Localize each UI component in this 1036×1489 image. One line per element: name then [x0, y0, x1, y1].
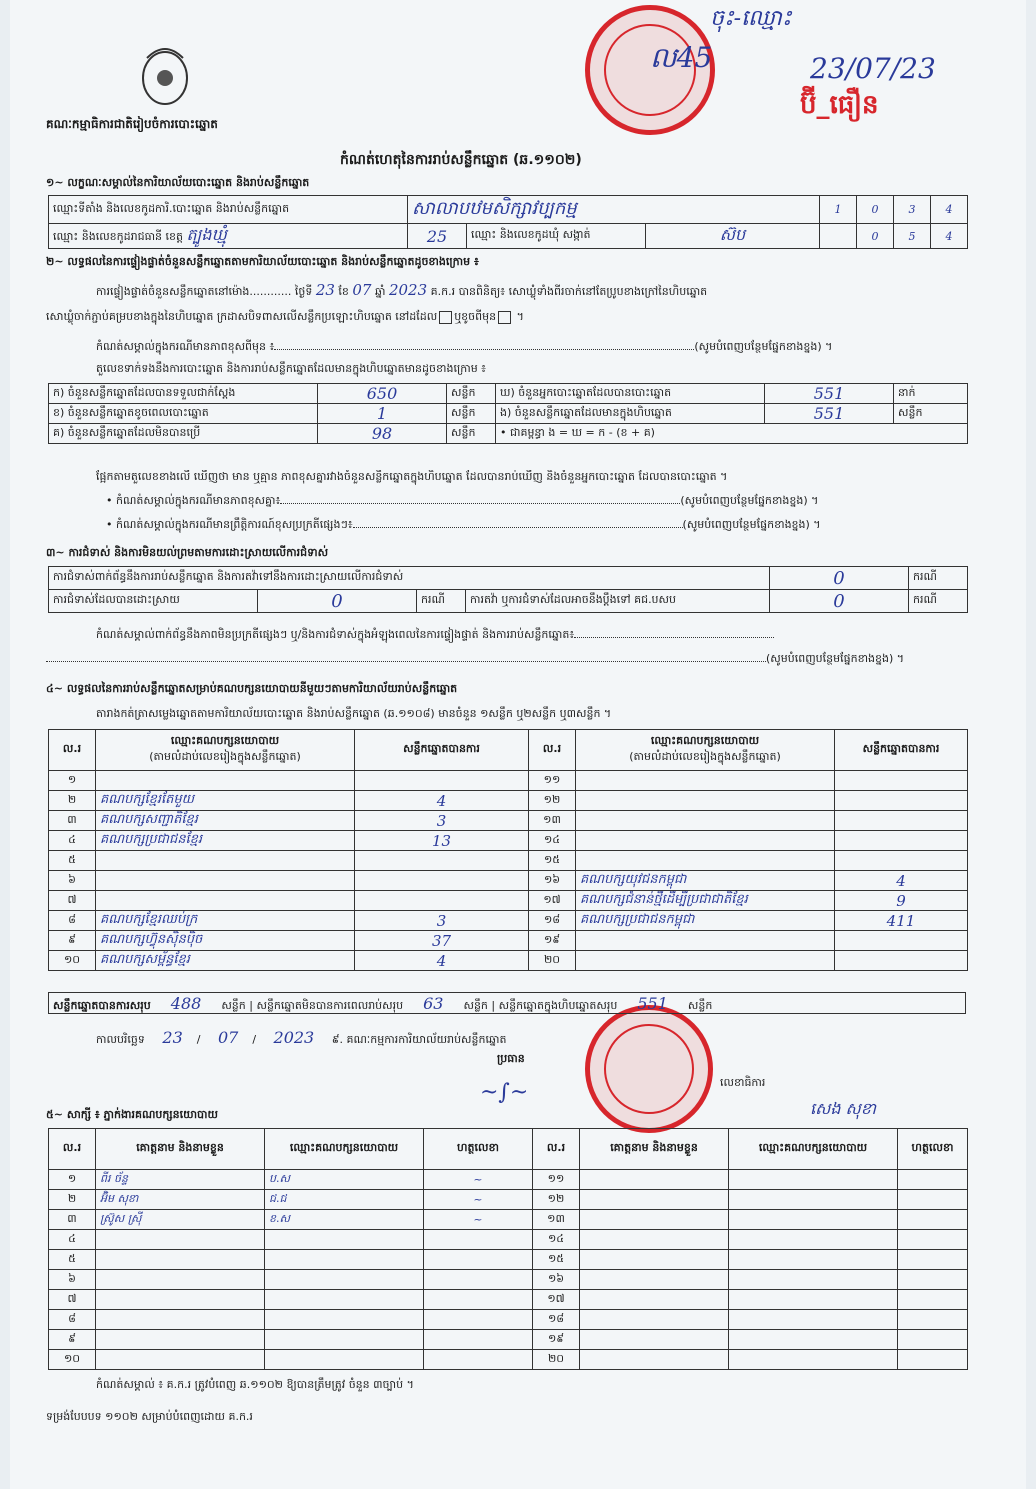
witness-name [96, 1230, 265, 1250]
row-number: ៩ [49, 1330, 96, 1350]
witness-signature: ~ [424, 1190, 533, 1210]
code-digit: 1 [820, 196, 857, 224]
figure-value: 1 [318, 404, 447, 424]
party-name: គណបក្សប្រជាជនខ្មែរ [96, 831, 355, 851]
row-number: ៤ [49, 1230, 96, 1250]
witness-party: ខ.ស [265, 1210, 424, 1230]
figure-value: 650 [318, 384, 447, 404]
party-name [576, 771, 835, 791]
commune-label: ឈ្មោះ និងលេខកូដឃុំ សង្កាត់ [467, 224, 646, 249]
figure-label: ខ) ចំនួនសន្លឹកឆ្នោតខូចពេលបោះឆ្នោត [49, 404, 318, 424]
witness-signature [424, 1310, 533, 1330]
witness-party [729, 1330, 898, 1350]
row-number: ៦ [49, 1270, 96, 1290]
col-no: ល.រ [49, 730, 96, 771]
row-number: ១៩ [529, 931, 576, 951]
unit-label: ករណី [909, 590, 968, 613]
code-digit: 0 [857, 196, 894, 224]
row-number: ១៥ [533, 1250, 580, 1270]
section3-heading: ៣~ ការជំទាស់ និងការមិនយល់ព្រមតាមការដោះស្រាយលើការជំទាស់ [46, 546, 329, 559]
figure-unit: សន្លឹក [447, 384, 496, 404]
witness-signature [898, 1310, 968, 1330]
handwritten-note: ចុះ-ឈ្មោះ [710, 6, 792, 31]
party-name [96, 771, 355, 791]
figure-label: ង) ចំនួនសន្លឹកឆ្នោតដែលមានក្នុងហិបឆ្នោត [496, 404, 765, 424]
witness-name [96, 1350, 265, 1370]
figure-value: 551 [765, 384, 894, 404]
row-number: ១ [49, 771, 96, 791]
row-number: ៥ [49, 1250, 96, 1270]
row-number: ១២ [533, 1190, 580, 1210]
figure-unit: សន្លឹក [447, 404, 496, 424]
witness-party [729, 1170, 898, 1190]
row-number: ១៩ [533, 1330, 580, 1350]
result-row [49, 791, 968, 811]
figure-label: ក) ចំនួនសន្លឹកឆ្នោតដែលបានទទួលជាក់ស្តែង [49, 384, 318, 404]
party-name [96, 851, 355, 871]
party-name [576, 851, 835, 871]
party-name [576, 791, 835, 811]
witness-signature: ~ [424, 1210, 533, 1230]
witness-signature [424, 1270, 533, 1290]
row-number: ១ [49, 1170, 96, 1190]
row-number: ១៤ [529, 831, 576, 851]
row-number: ២ [49, 791, 96, 811]
witness-name [580, 1290, 729, 1310]
col-party: ឈ្មោះគណបក្សនយោបាយ [729, 1129, 898, 1170]
section2-heading: ២~ លទ្ធផលនៃការផ្ទៀងផ្ទាត់ចំនួនសន្លឹកឆ្នោតតាមការិយាល័យបោះឆ្នោត និងរាប់សន្លឹកឆ្នោតដូចខាងក្រោម ៖ [46, 255, 479, 268]
party-name: គណបក្សសញ្ជាតិខ្មែរ [96, 811, 355, 831]
vote-count [355, 891, 529, 911]
witness-name [96, 1250, 265, 1270]
verify-line: ការផ្ទៀងផ្ទាត់ចំនួនសន្លឹកឆ្នោតនៅម៉ោង............ ថ្ងៃទី 23 ខែ 07 ឆ្នាំ 2023 គ.ក.រ បានពិនិត្យ៖ សោឃ្លុំទាំងពីរចាក់នៅតែប្រូបខាងក្រៅនៃហិបឆ្នោត [96, 281, 708, 299]
vote-count: 411 [835, 911, 968, 931]
row-number: ៣ [49, 811, 96, 831]
witness-signature [424, 1230, 533, 1250]
witness-party [265, 1270, 424, 1290]
bullet-irregular: • កំណត់សម្គាល់ក្នុងករណីមានព្រឹត្តិការណ៍ខុសប្រក្រតីផ្សេងៗ៖ (សូមបំពេញបន្ថែមផ្នែកខាងខ្នង) ។ [106, 518, 821, 531]
form-footer: ទម្រង់បែបបទ ១១០២ សម្រាប់បំពេញដោយ គ.ក.រ [46, 1410, 253, 1423]
col-sign: ហត្ថលេខា [424, 1129, 533, 1170]
party-name: គណបក្សយុវជនកម្ពុជា [576, 871, 835, 891]
commune-code-digit: 0 [857, 224, 894, 249]
vote-count [835, 811, 968, 831]
location-value: សាលាបឋមសិក្សាវប្បកម្ម [408, 196, 820, 224]
witness-name [580, 1350, 729, 1370]
figure-unit: នាក់ [894, 384, 968, 404]
witness-name [580, 1250, 729, 1270]
witness-name [580, 1190, 729, 1210]
figure-unit: សន្លឹក [894, 404, 968, 424]
witness-name [580, 1170, 729, 1190]
vote-count [355, 771, 529, 791]
figure-label: គ) ចំនួនសន្លឹកឆ្នោតដែលមិនបានប្រើ [49, 424, 318, 444]
witness-name [96, 1310, 265, 1330]
witness-party [265, 1230, 424, 1250]
col-no: ល.រ [529, 730, 576, 771]
witness-name [580, 1270, 729, 1290]
col-votes: សន្លឹកឆ្នោតបានការ [355, 730, 529, 771]
witness-signature [898, 1290, 968, 1310]
col-no: ល.រ [533, 1129, 580, 1170]
figures-intro: តួលេខទាក់ទងនឹងការបោះឆ្នោត និងការរាប់សន្លឹកឆ្នោតដែលមានក្នុងហិបឆ្នោតមានដូចខាងក្រោម ៖ [96, 362, 487, 375]
figures-table [48, 383, 968, 444]
vote-count [355, 851, 529, 871]
section1-heading: ១~ លក្ខណៈសម្គាល់នៃការិយាល័យបោះឆ្នោត និងរាប់សន្លឹកឆ្នោត [46, 176, 310, 189]
row-number: ១១ [529, 771, 576, 791]
row-number: ៤ [49, 831, 96, 851]
witness-name [580, 1330, 729, 1350]
witness-signature [898, 1330, 968, 1350]
unit-label: ករណី [909, 567, 968, 590]
checkbox[interactable] [498, 311, 511, 324]
witness-name [96, 1270, 265, 1290]
emblem-icon [135, 38, 195, 108]
figure-label: ឃ) ចំនួនអ្នកបោះឆ្នោតដែលបានបោះឆ្នោត [496, 384, 765, 404]
chair-signature: ~∫~ [480, 1080, 529, 1105]
col-name: គោត្តនាម និងនាមខ្លួន [96, 1129, 265, 1170]
row-number: ៧ [49, 1290, 96, 1310]
province-label: ឈ្មោះ និងលេខកូដរាជធានី ខេត្ត ត្បូងឃ្មុំ [49, 224, 408, 249]
result-row [49, 931, 968, 951]
result-row [49, 911, 968, 931]
witness-party: ជ.ជ [265, 1190, 424, 1210]
vote-count [835, 951, 968, 971]
party-name [576, 811, 835, 831]
code-digit: 4 [931, 196, 968, 224]
witness-signature [898, 1350, 968, 1370]
objection-value: 0 [770, 567, 909, 590]
diff-check-line: ផ្អែកតាមតួលេខខាងលើ ឃើញថា មាន ឬគ្មាន ភាពខុសគ្នារវាងចំនួនសន្លឹកឆ្នោតក្នុងហិបឆ្នោត ដែលបានរាប់ឃើញ និងចំនួនអ្នកបោះឆ្នោត ដែលបានបោះឆ្នោត ។ [96, 470, 728, 483]
row-number: ១៦ [529, 871, 576, 891]
witness-party [265, 1290, 424, 1310]
witness-signature [898, 1250, 968, 1270]
seal-line: សោឃ្លុំចាក់ភ្ជាប់គម្របខាងក្នុងនៃហិបឆ្នោត ក្រដាសបិទពាសលើសន្លឹកប្រឡោះហិបឆ្នោត នៅដដែល ឬខូចពីមុន ។ [46, 310, 524, 323]
row-number: ១៣ [529, 811, 576, 831]
col-party: ឈ្មោះគណបក្សនយោបាយ (តាមលំដាប់លេខរៀងក្នុងសន្លឹកឆ្នោត) [96, 730, 355, 771]
party-name [96, 891, 355, 911]
result-row [49, 951, 968, 971]
witness-name [580, 1210, 729, 1230]
section1-table [48, 195, 968, 249]
party-name: គណបក្សប្រជាជនកម្ពុជា [576, 911, 835, 931]
vote-count [835, 791, 968, 811]
row-number: ៨ [49, 1310, 96, 1330]
witness-party [729, 1190, 898, 1210]
unit-label: ករណី [417, 590, 466, 613]
form-title: កំណត់ហេតុនៃការរាប់សន្លឹកឆ្នោត (ឆ.១១០២) [340, 152, 582, 168]
chair-label: ប្រធាន [497, 1052, 525, 1065]
org-name: គណៈកម្មាធិការជាតិរៀបចំការបោះឆ្នោត [46, 117, 218, 131]
col-party: ឈ្មោះគណបក្សនយោបាយ [265, 1129, 424, 1170]
row-number: ៥ [49, 851, 96, 871]
vote-count: 37 [355, 931, 529, 951]
witness-name: ពីរ ច័ន្ទ [96, 1170, 265, 1190]
objection-note-line2: (សូមបំពេញបន្ថែមផ្នែកខាងខ្នង) ។ [46, 652, 976, 668]
objection-label: ការជំទាស់ពាក់ព័ន្ធនឹងការរាប់សន្លឹកឆ្នោត និងការតវ៉ាទៅនឹងការដោះស្រាយលើការជំទាស់ [49, 567, 770, 590]
row-number: ១៥ [529, 851, 576, 871]
witness-party [729, 1210, 898, 1230]
date-line: កាលបរិច្ឆេទ 23 / 07 / 2023 ៩. គណៈកម្មការការិយាល័យរាប់សន្លឹកឆ្នោត [96, 1028, 507, 1047]
section4-heading: ៤~ លទ្ធផលនៃការរាប់សន្លឹកឆ្នោតសម្រាប់គណបក្សនយោបាយនីមួយៗតាមការិយាល័យរាប់សន្លឹកឆ្នោត [46, 682, 458, 695]
results-table [48, 729, 968, 971]
row-number: ១២ [529, 791, 576, 811]
objection-table [48, 566, 968, 613]
result-row [49, 891, 968, 911]
witness-row [49, 1250, 968, 1270]
resolved-label: ការជំទាស់ដែលបានដោះស្រាយ [49, 590, 258, 613]
totals-line: សន្លឹកឆ្នោតបានការសរុប 488 សន្លឹក | សន្លឹកឆ្នោតមិនបានការពេលរាប់សរុប 63 សន្លឹក | សន្លឹកឆ្នោតក្នុងហិបឆ្នោតសរុប 551 សន្លឹក [48, 992, 966, 1014]
witness-row [49, 1210, 968, 1230]
witness-name [580, 1230, 729, 1250]
result-row [49, 811, 968, 831]
witness-row [49, 1310, 968, 1330]
party-name [576, 931, 835, 951]
row-number: ១៧ [533, 1290, 580, 1310]
row-number: ១០ [49, 951, 96, 971]
row-number: ៦ [49, 871, 96, 891]
commune-code-digit: 4 [931, 224, 968, 249]
party-name: គណបក្សខ្មែរឈប់ក្រ [96, 911, 355, 931]
formula: • ជាគម្ពន្ធា ង = ឃ = ក - (ខ + គ) [496, 424, 968, 444]
footnote: កំណត់សម្គាល់ ៖ គ.ក.រ ត្រូវបំពេញ ឆ.១១០២ ឱ្យបានត្រឹមត្រូវ ចំនួន ៣ច្បាប់ ។ [96, 1378, 414, 1391]
secretary-name: សេង សុខា [810, 1099, 877, 1118]
section5-heading: ៥~ សាក្សី ៖ ភ្នាក់ងារគណបក្សនយោបាយ [46, 1108, 219, 1121]
witness-row [49, 1190, 968, 1210]
witness-row [49, 1270, 968, 1290]
checkbox[interactable] [439, 311, 452, 324]
row-number: ៨ [49, 911, 96, 931]
witness-party [729, 1350, 898, 1370]
secretary-label: លេខាធិការ [720, 1076, 766, 1089]
vote-count: 4 [355, 791, 529, 811]
vote-count [835, 771, 968, 791]
diff-note: កំណត់សម្គាល់ក្នុងករណីមានភាពខុសពីមុន ៖ (សូមបំពេញបន្ថែមផ្នែកខាងខ្នង) ។ [96, 340, 833, 353]
objection-note: កំណត់សម្គាល់ពាក់ព័ន្ធនឹងភាពមិនប្រក្រតីផ្សេងៗ ឬ/និងការជំទាស់ក្នុងអំឡុងពេលនៃការផ្ទៀងផ្ទាត់ និងការរាប់សន្លឹកឆ្នោត៖ [96, 628, 976, 644]
witness-signature [898, 1210, 968, 1230]
vote-count [355, 871, 529, 891]
party-name: គណបក្សហ៊្វុនស៊ិនប៉ិច [96, 931, 355, 951]
row-number: ១០ [49, 1350, 96, 1370]
vote-count [835, 831, 968, 851]
witness-party: ប.ស [265, 1170, 424, 1190]
result-row [49, 831, 968, 851]
party-name: គណបក្សសម្ព័ន្ធខ្មែរ [96, 951, 355, 971]
col-no: ល.រ [49, 1129, 96, 1170]
witness-party [729, 1310, 898, 1330]
witness-signature [898, 1170, 968, 1190]
vote-count [835, 931, 968, 951]
witness-party [265, 1250, 424, 1270]
witness-party [729, 1290, 898, 1310]
col-sign: ហត្ថលេខា [898, 1129, 968, 1170]
witness-name: ស្រ៊ូស ស្រ៊ី [96, 1210, 265, 1230]
col-name: គោត្តនាម និងនាមខ្លួន [580, 1129, 729, 1170]
witness-name [96, 1330, 265, 1350]
row-number: ២០ [533, 1350, 580, 1370]
figure-unit: សន្លឹក [447, 424, 496, 444]
vote-count [835, 851, 968, 871]
commune-value: ស៊ប [646, 224, 820, 249]
row-number: ៧ [49, 891, 96, 911]
result-row [49, 871, 968, 891]
witness-signature [424, 1350, 533, 1370]
witness-name [580, 1310, 729, 1330]
row-number: ២ [49, 1190, 96, 1210]
row-number: ១៤ [533, 1230, 580, 1250]
party-name: គណបក្សជំនាន់ថ្មីដើម្បីប្រជាជាតិខ្មែរ [576, 891, 835, 911]
party-name [96, 871, 355, 891]
row-number: ១៧ [529, 891, 576, 911]
witness-signature [898, 1230, 968, 1250]
witness-table [48, 1128, 968, 1370]
row-number: ១៨ [533, 1310, 580, 1330]
handwritten-signature-name: ប៊ី_ធឿន [800, 90, 879, 120]
row-number: ១៨ [529, 911, 576, 931]
witness-party [265, 1350, 424, 1370]
col-votes: សន្លឹកឆ្នោតបានការ [835, 730, 968, 771]
witness-signature [424, 1250, 533, 1270]
vote-count: 9 [835, 891, 968, 911]
commune-code-digit: 5 [894, 224, 931, 249]
witness-party [729, 1270, 898, 1290]
province-code: 25 [408, 224, 467, 249]
resolved-value: 0 [258, 590, 417, 613]
witness-name: អ៊ិម សុខា [96, 1190, 265, 1210]
witness-party [729, 1230, 898, 1250]
witness-signature [898, 1190, 968, 1210]
figure-value: 98 [318, 424, 447, 444]
result-row [49, 771, 968, 791]
witness-signature [898, 1270, 968, 1290]
row-number: ៩ [49, 931, 96, 951]
witness-party [729, 1250, 898, 1270]
tally-sheet-line: តារាងកត់ត្រាសម្លេងឆ្នោតតាមការិយាល័យបោះឆ្នោត និងរាប់សន្លឹកឆ្នោត (ឆ.១១០៨) មានចំនួន ១សន្លឹក ឬ២សន្លឹក ឬ៣សន្លឹក ។ [96, 707, 612, 720]
row-number: ១១ [533, 1170, 580, 1190]
appeal-label: ការតវ៉ា ឬការជំទាស់ដែលអាចនឹងប្តឹងទៅ គជ.បសប [466, 590, 770, 613]
vote-count: 13 [355, 831, 529, 851]
result-row [49, 851, 968, 871]
row-number: ១៦ [533, 1270, 580, 1290]
bullet-diff: • កំណត់សម្គាល់ក្នុងករណីមានភាពខុសគ្នា៖ (សូមបំពេញបន្ថែមផ្នែកខាងខ្នង) ។ [106, 494, 819, 507]
form-page [10, 0, 1026, 1489]
party-name [576, 831, 835, 851]
col-party: ឈ្មោះគណបក្សនយោបាយ (តាមលំដាប់លេខរៀងក្នុងសន្លឹកឆ្នោត) [576, 730, 835, 771]
code-digit: 3 [894, 196, 931, 224]
witness-signature [424, 1290, 533, 1310]
official-stamp-bottom [585, 1005, 713, 1133]
row-number: ២០ [529, 951, 576, 971]
party-name: គណបក្សខ្មែរតែមួយ [96, 791, 355, 811]
witness-row [49, 1230, 968, 1250]
party-name [576, 951, 835, 971]
witness-row [49, 1350, 968, 1370]
location-label: ឈ្មោះទីតាំង និងលេខកូដការិ.បោះឆ្នោត និងរាប់សន្លឹកឆ្នោត [49, 196, 408, 224]
row-number: ១៣ [533, 1210, 580, 1230]
witness-row [49, 1170, 968, 1190]
witness-party [265, 1330, 424, 1350]
handwritten-code: ល45 [650, 41, 713, 74]
vote-count: 4 [355, 951, 529, 971]
handwritten-date: 23/07/23 [810, 52, 936, 85]
appeal-value: 0 [770, 590, 909, 613]
witness-party [265, 1310, 424, 1330]
vote-count: 3 [355, 811, 529, 831]
witness-signature [424, 1330, 533, 1350]
vote-count: 4 [835, 871, 968, 891]
figure-value: 551 [765, 404, 894, 424]
witness-row [49, 1330, 968, 1350]
witness-name [96, 1290, 265, 1310]
vote-count: 3 [355, 911, 529, 931]
row-number: ៣ [49, 1210, 96, 1230]
witness-row [49, 1290, 968, 1310]
witness-signature: ~ [424, 1170, 533, 1190]
